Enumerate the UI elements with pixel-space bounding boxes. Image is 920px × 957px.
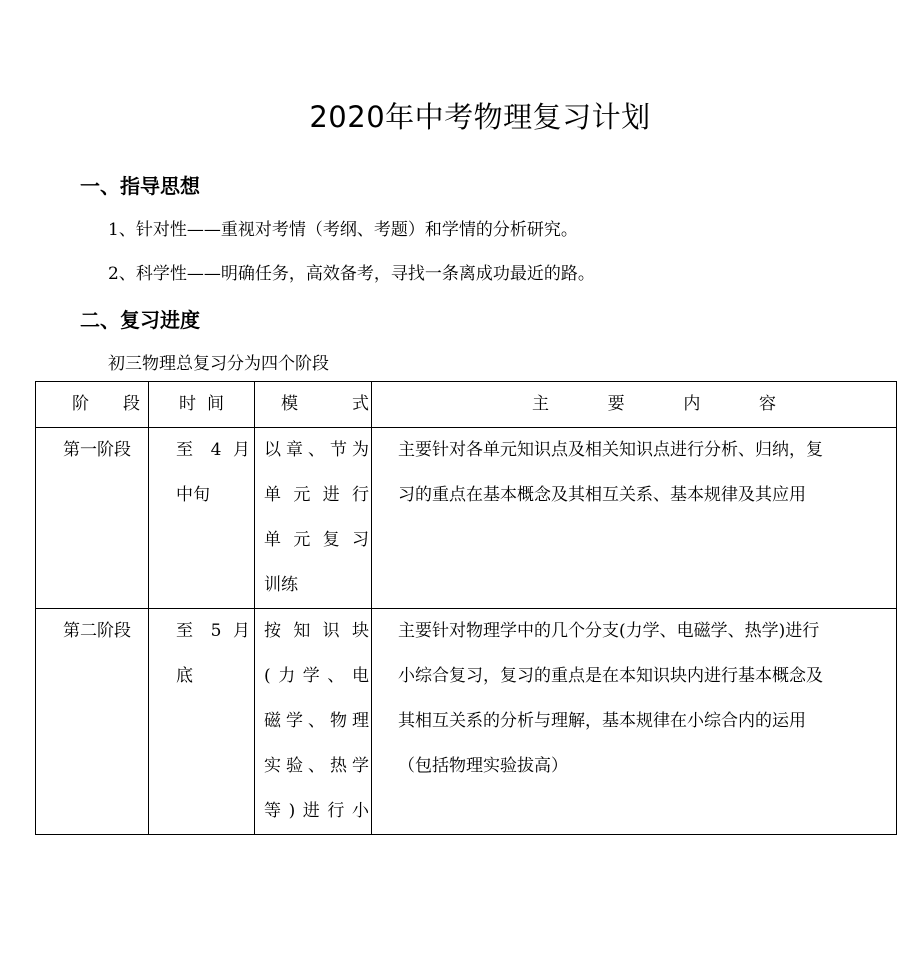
cell-mode: 以章、节为 单元进行 单元复习 训练 <box>255 428 372 609</box>
table-row <box>36 609 897 835</box>
guiding-item-1: 1、针对性——重视对考情（考纲、考题）和学情的分析研究。 <box>108 220 578 240</box>
cell-mode: 按知识块 (力学、电 磁学、物理 实验、热学 等)进行小 <box>255 609 372 835</box>
cell-time: 至 4 月 中旬 <box>149 428 255 609</box>
table-row <box>36 428 897 609</box>
review-intro: 初三物理总复习分为四个阶段 <box>108 354 329 374</box>
cell-time: 至 5 月 底 <box>149 609 255 835</box>
cell-content: 主要针对物理学中的几个分支(力学、电磁学、热学)进行 小综合复习，复习的重点是在本知识块内进行基本概念及 其相互关系的分析与理解，基本规律在小综合内的运用 （包括物理实验拔高） <box>372 609 897 835</box>
table-header-row <box>36 382 897 428</box>
header-mode: 模 式 <box>255 382 372 428</box>
guiding-item-2: 2、科学性——明确任务，高效备考，寻找一条离成功最近的路。 <box>108 264 595 284</box>
cell-stage: 第二阶段 <box>36 609 149 835</box>
header-time: 时 间 <box>149 382 255 428</box>
page-title: 2020年中考物理复习计划 <box>309 100 651 134</box>
cell-content: 主要针对各单元知识点及相关知识点进行分析、归纳，复 习的重点在基本概念及其相互关系、基本规律及其应用 <box>372 428 897 609</box>
header-stage: 阶 段 <box>36 382 149 428</box>
cell-stage: 第一阶段 <box>36 428 149 609</box>
section-heading-review-progress: 二、复习进度 <box>80 308 200 332</box>
section-heading-guiding-thought: 一、指导思想 <box>80 174 200 198</box>
review-schedule-table <box>35 381 897 835</box>
header-content: 主 要 内 容 <box>372 382 897 428</box>
